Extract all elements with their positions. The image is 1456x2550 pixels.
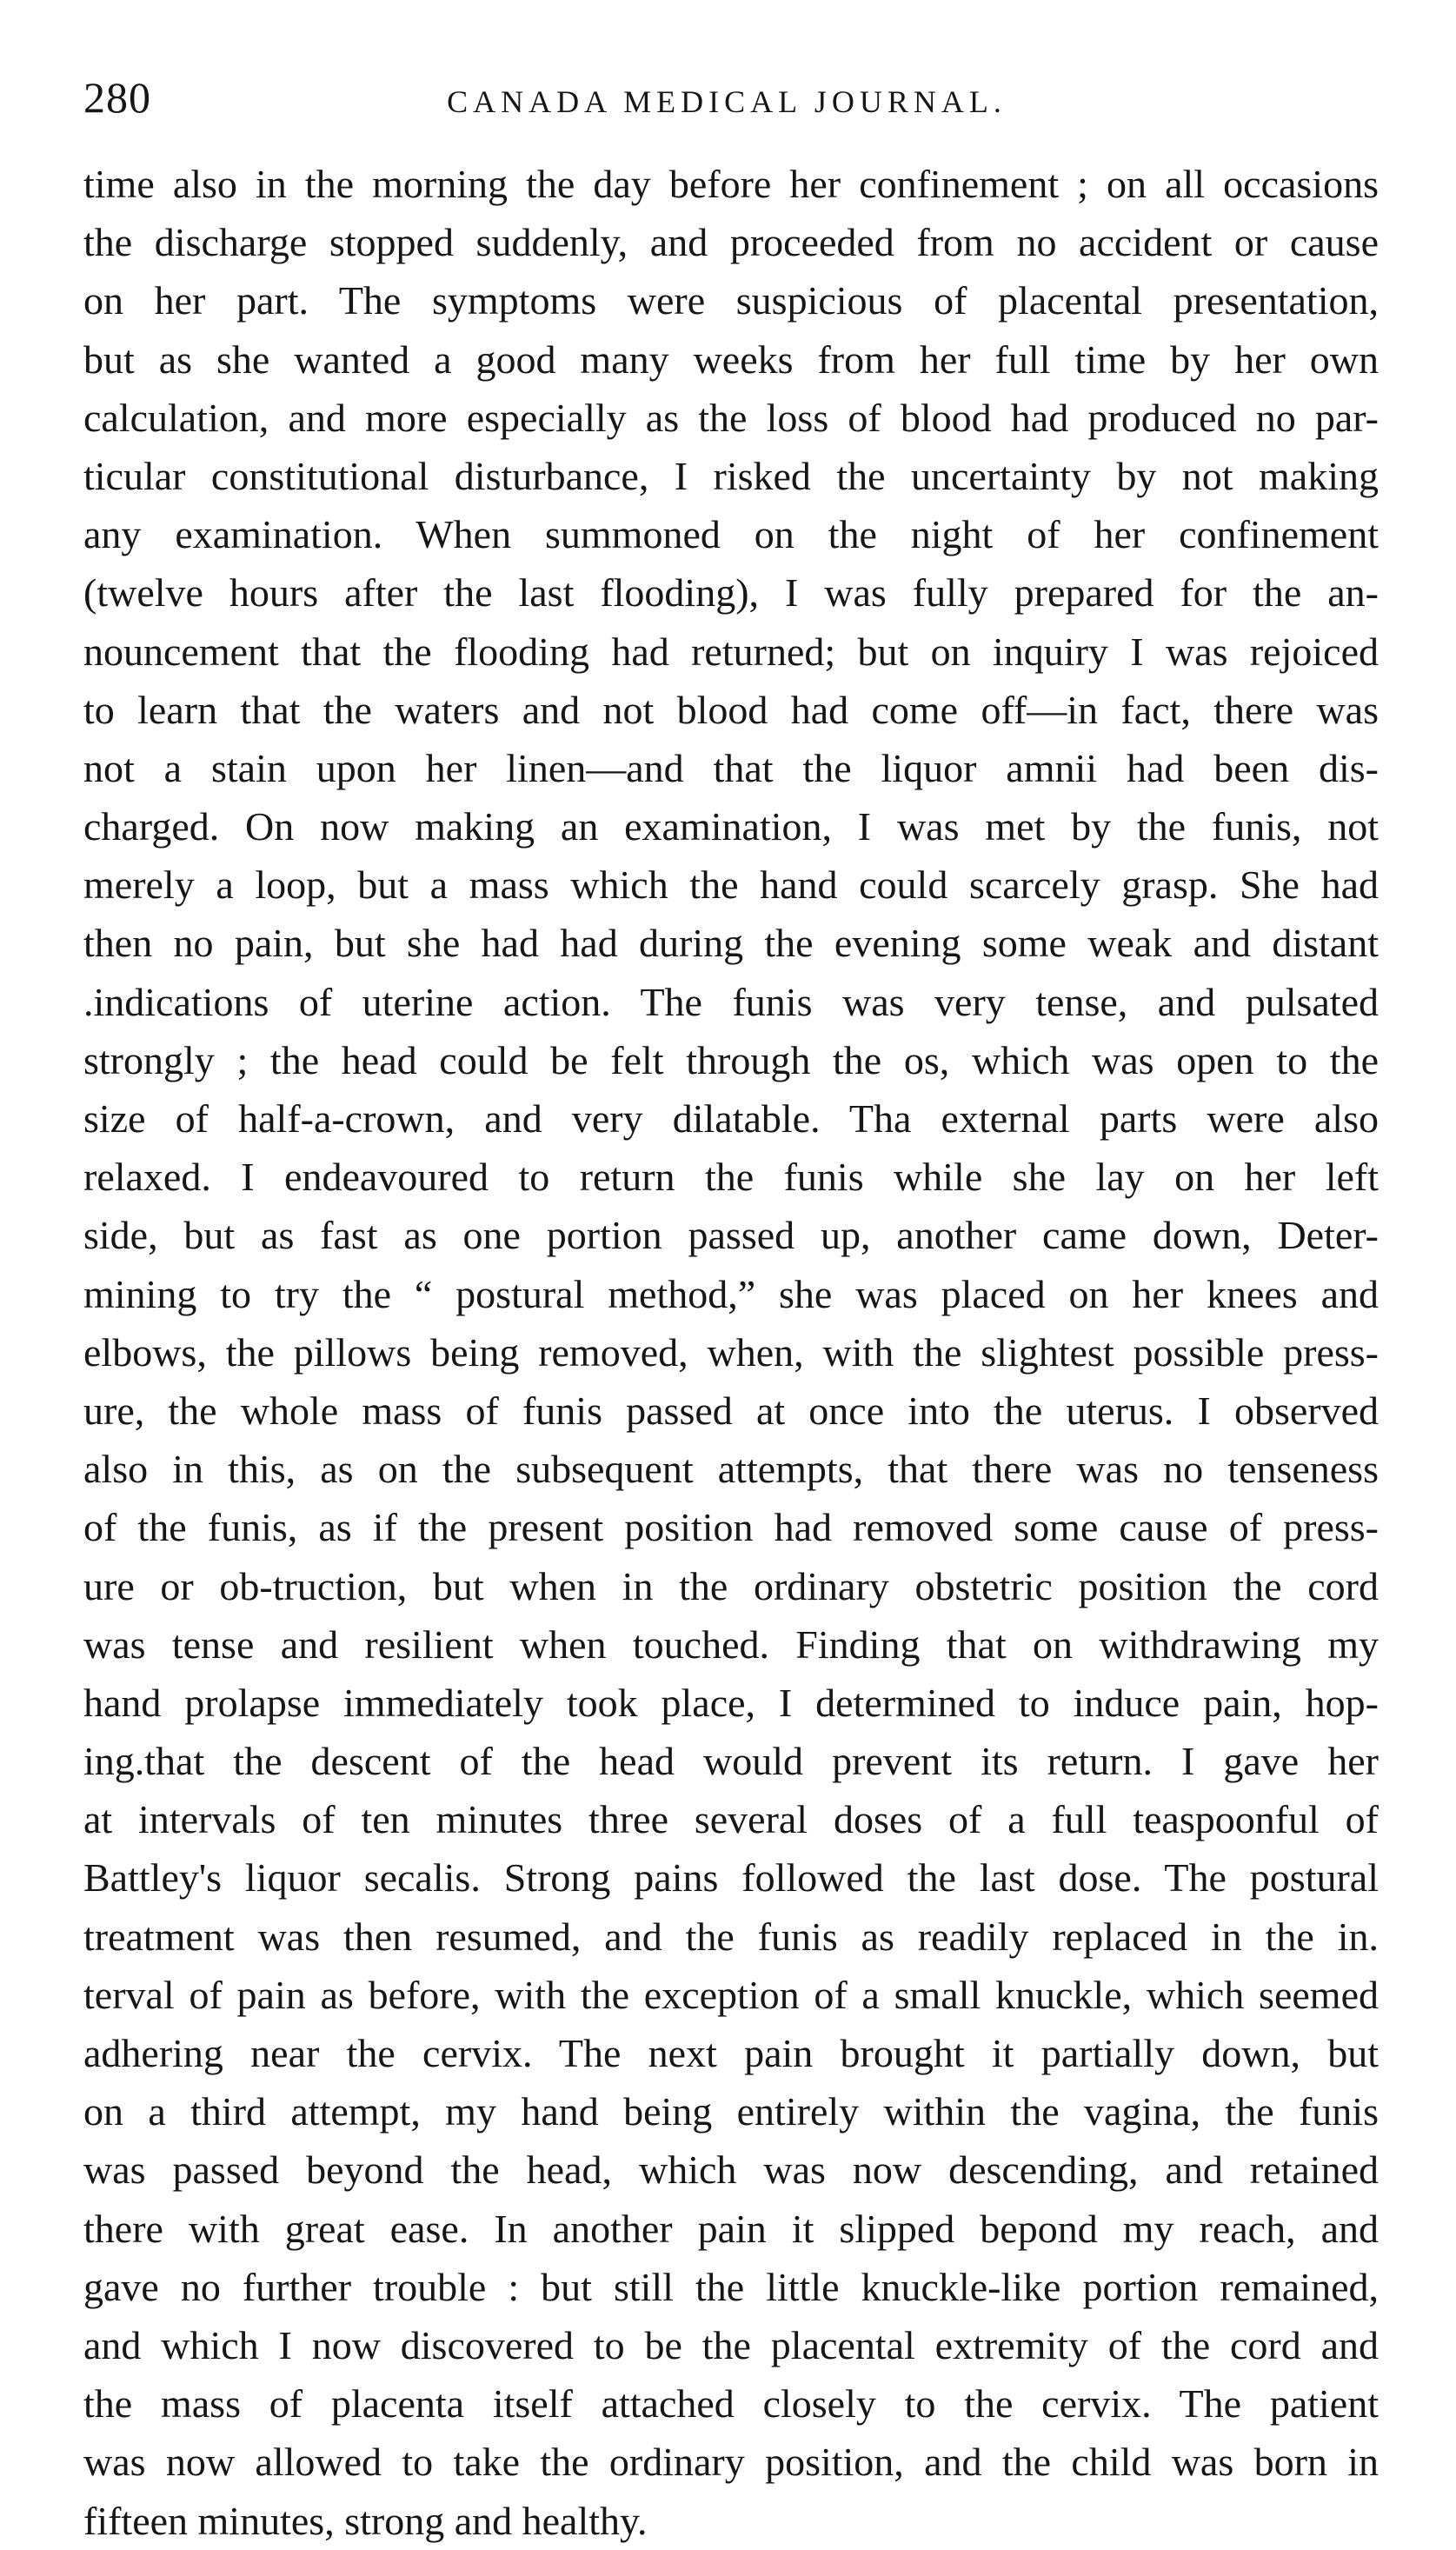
text-line: then no pain, but she had had during the evening some weak and distant <box>83 921 1379 966</box>
text-line: gave no further trouble : but still the little knuckle-like portion remained, <box>83 2264 1379 2309</box>
text-line: treatment was then resumed, and the funis as readily replaced in the in. <box>83 1914 1379 1959</box>
text-line: of the funis, as if the present position had removed some cause of press- <box>83 1505 1379 1550</box>
text-line: was passed beyond the head, which was now descending, and retained <box>83 2147 1379 2193</box>
text-line: and which I now discovered to be the placental extremity of the cord and <box>83 2322 1379 2367</box>
text-line: on a third attempt, my hand being entirely within the vagina, the funis <box>83 2089 1379 2134</box>
text-line: there with great ease. In another pain it slipped bepond my reach, and <box>83 2206 1379 2251</box>
text-line: on her part. The symptoms were suspicious of placental presentation, <box>83 278 1379 323</box>
text-line: fifteen minutes, strong and healthy. <box>83 2498 648 2543</box>
text-line: time also in the morning the day before her confinement ; on all occasions <box>83 162 1379 206</box>
text-line: (twelve hours after the last flooding), I was fully prepared for the an- <box>83 570 1379 616</box>
text-line: ure, the whole mass of funis passed at once into the uterus. I observed <box>83 1388 1379 1433</box>
text-line: adhering near the cervix. The next pain brought it partially down, but <box>83 2031 1379 2075</box>
text-line: ure or ob-truction, but when in the ordinary obstetric position the cord <box>83 1563 1379 1608</box>
text-line: charged. On now making an examination, I was met by the funis, not <box>83 804 1379 849</box>
text-line: any examination. When summoned on the night of her confinement <box>83 512 1379 557</box>
text-line: ing.that the descent of the head would prevent its return. I gave her <box>83 1739 1379 1784</box>
text-line: Battley's liquor secalis. Strong pains followed the last dose. The postural <box>83 1855 1379 1901</box>
text-line: the discharge stopped suddenly, and proceeded from no accident or cause <box>83 220 1379 265</box>
running-head: CANADA MEDICAL JOURNAL. <box>447 84 1007 119</box>
text-line: elbows, the pillows being removed, when, with the slightest possible press- <box>83 1329 1379 1375</box>
text-line: the mass of placenta itself attached closely to the cervix. The patient <box>83 2381 1379 2427</box>
text-line: nouncement that the flooding had returned; but on inquiry I was rejoiced <box>83 629 1379 674</box>
text-line: relaxed. I endeavoured to return the funis while she lay on her left <box>83 1155 1379 1200</box>
text-line: side, but as fast as one portion passed up, another came down, Deter- <box>83 1213 1379 1258</box>
text-line: .indications of uterine action. The funis was very tense, and pulsated <box>83 979 1379 1024</box>
text-line: ticular constitutional disturbance, I risked the uncertainty by not making <box>83 453 1379 498</box>
text-line: calculation, and more especially as the loss of blood had produced no par- <box>83 395 1379 440</box>
text-line: mining to try the “ postural method,” she was placed on her knees and <box>83 1271 1379 1316</box>
text-line: not a stain upon her linen—and that the liquor amnii had been dis- <box>83 745 1379 790</box>
text-line: was now allowed to take the ordinary position, and the child was born in <box>83 2440 1379 2485</box>
text-line: strongly ; the head could be felt through the os, which was open to the <box>83 1037 1379 1082</box>
text-line: hand prolapse immediately took place, I determined to induce pain, hop- <box>83 1680 1379 1725</box>
text-line: at intervals of ten minutes three several doses of a full teaspoonful of <box>83 1797 1379 1842</box>
text-line: was tense and resilient when touched. Finding that on withdrawing my <box>83 1621 1379 1667</box>
article-body-text <box>83 155 1379 2543</box>
page-number: 280 <box>83 73 151 122</box>
page-header <box>83 71 1370 132</box>
text-line: size of half-a-crown, and very dilatable. Tha external parts were also <box>83 1096 1379 1141</box>
text-line: terval of pain as before, with the exception of a small knuckle, which seemed <box>83 1972 1379 2017</box>
text-line: merely a loop, but a mass which the hand could scarcely grasp. She had <box>83 862 1379 908</box>
text-line: also in this, as on the subsequent attempts, that there was no tenseness <box>83 1447 1379 1492</box>
text-line: but as she wanted a good many weeks from her full time by her own <box>83 336 1379 382</box>
text-line: to learn that the waters and not blood had come off—in fact, there was <box>83 687 1379 732</box>
